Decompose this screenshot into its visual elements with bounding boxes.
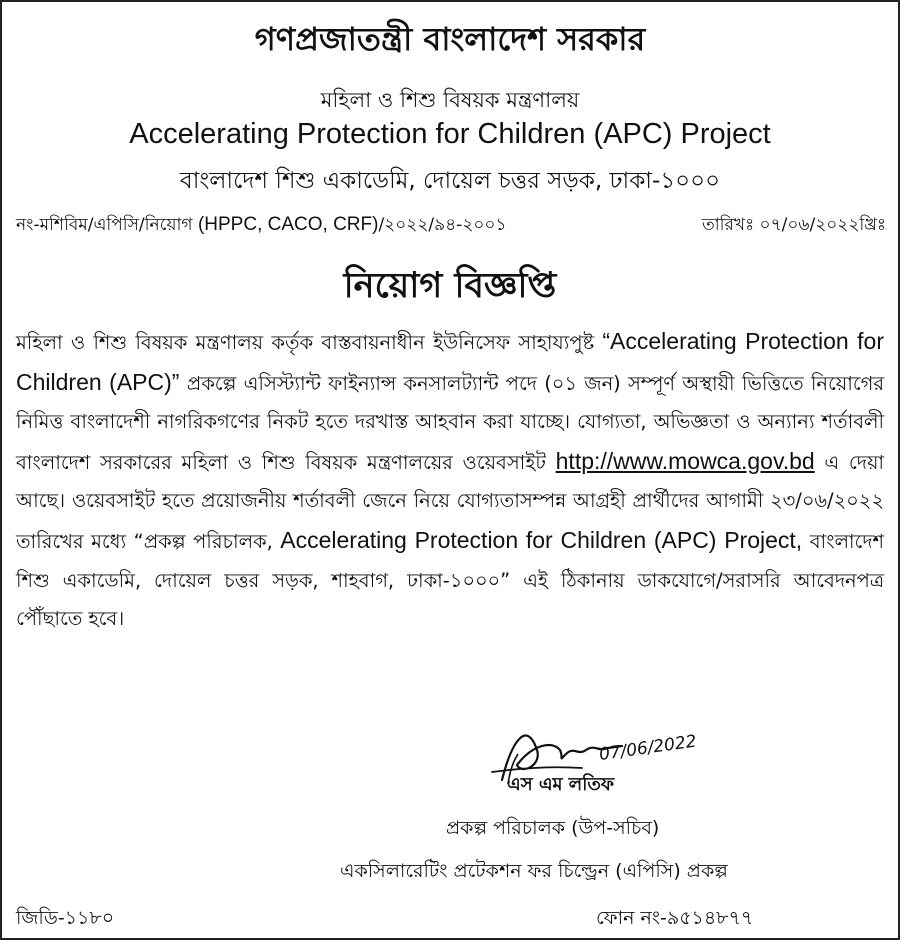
body-text-3: এ দেয়া আছে। ওয়েবসাইট হতে প্রয়োজনীয় শর্তাবলী জেনে নিয়ে যোগ্যতাসম্পন্ন আগ্রহী প্রার্থীদের আগামী ২৩/০৬/২০২২ তারিখের মধ্যে “প্রকল্প পরিচালক,: [16, 450, 884, 553]
project-name: Accelerating Protection for Children (APC) Project: [129, 118, 771, 150]
office-address: বাংলাদেশ শিশু একাডেমি, দোয়েল চত্তর সড়ক, ঢাকা-১০০০: [179, 168, 721, 194]
handwritten-date: 07/06/2022: [597, 731, 698, 765]
memo-number: [16, 212, 507, 240]
memo-prefix: নং-মশিবিম/এপিসি/নিয়োগ: [16, 215, 198, 235]
body-project-name: “Accelerating Protection for Children (APC)”: [16, 328, 884, 395]
notice-body: [16, 322, 884, 639]
body-text-2: প্রকল্পে এসিস্ট্যান্ট ফাইন্যান্স কনসালট্যান্ট পদে (০১ জন) সম্পূর্ণ অস্থায়ী ভিত্তিতে নিয়োগের নিমিত্ত বাংলাদেশী নাগরিকগণের নিকট হতে দরখাস্ত আহবান করা যাচ্ছে। যোগ্যতা, অভিজ্ঞতা ও অন্যান্য শর্তাবলী বাংলাদেশ সরকারের মহিলা ও শিশু বিষয়ক মন্ত্রণালয়ের ওয়েবসাইট: [16, 371, 884, 474]
signer-project: একসিলারেটিং প্রটেকশন ফর চিল্ড্রেন (এপিসি) প্রকল্প: [340, 860, 728, 882]
government-title: গণপ্রজাতন্ত্রী বাংলাদেশ সরকার: [254, 20, 646, 58]
website-link[interactable]: http://www.mowca.gov.bd: [555, 447, 815, 474]
memo-date: তারিখঃ ০৭/০৬/২০২২খ্রিঃ: [702, 215, 886, 235]
memo-code: (HPPC, CACO, CRF): [197, 214, 379, 235]
memo-suffix: /২০২২/৯৪-২০০১: [378, 215, 507, 235]
gd-number: জিডি-১১৮০: [16, 907, 115, 929]
signer-designation: প্রকল্প পরিচালক (উপ-সচিব): [446, 817, 660, 839]
signer-name: এস এম লতিফ: [507, 774, 615, 795]
body-text-1: মহিলা ও শিশু বিষয়ক মন্ত্রণালয় কর্তৃক বাস্তবায়নাধীন ইউনিসেফ সাহায্যপুষ্ট: [16, 331, 603, 354]
phone-number: ফোন নং-৯৫১৪৮৭৭: [596, 907, 754, 929]
ministry-name: মহিলা ও শিশু বিষয়ক মন্ত্রণালয়: [320, 88, 580, 112]
notice-title: নিয়োগ বিজ্ঞপ্তি: [343, 266, 557, 306]
reference-line: [16, 212, 886, 240]
body-text-4: বাংলাদেশ শিশু একাডেমি, দোয়েল চত্তর সড়ক, শাহবাগ, ঢাকা-১০০০” এই ঠিকানায় ডাকযোগে/সরাসরি আবেদনপত্র পৌঁছাতে হবে।: [16, 529, 884, 631]
body-project-address: Accelerating Protection for Children (APC) Project,: [280, 526, 803, 553]
